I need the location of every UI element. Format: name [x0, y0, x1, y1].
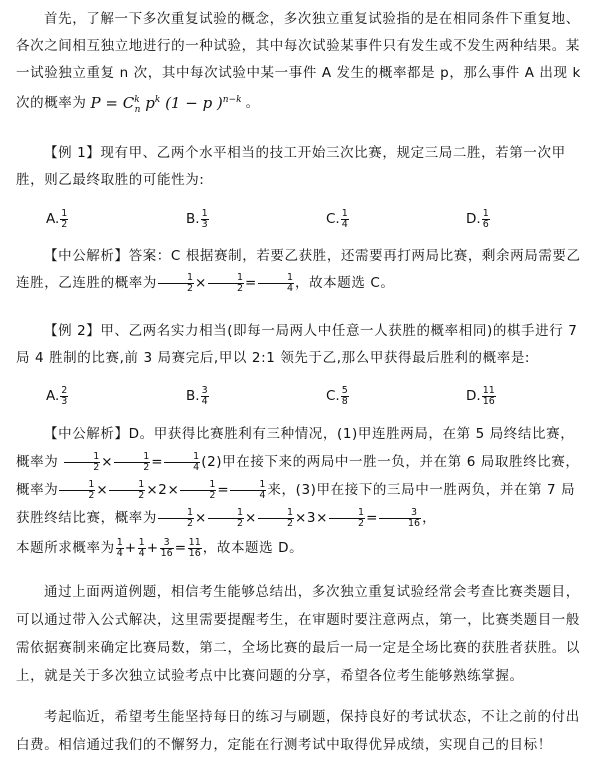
intro-paragraph: 首先，了解一下多次重复试验的概念，多次独立重复试验指的是在相同条件下重复地、各次之间相互独立地进行的一种试验，其中每次试验某事件只有发生或不发生两种结果。某一试验独立重复 n 次，其中每次试验中某一事件 A 发生的概率都是 p，那么事件 A 出现 k 次的概率为 $P = C^k_n$ $p^k$ (1 − p )$^{n-k}$ 。 [16, 11, 581, 115]
fraction: $\frac{1}{2}$ [158, 273, 194, 294]
binomial-formula: $P = C^k_n$ $p^k$ (1 − p )$^{n-k}$ [90, 94, 242, 115]
fraction: $\frac{1}{2}$ [114, 452, 150, 473]
fraction: $\frac{3}{4}$ [201, 384, 208, 407]
fraction: $\frac{1}{2}$ [208, 508, 244, 529]
example2-summary: 本题所求概率为 $\frac{1}{4}$ + $\frac{1}{4}$ + $\frac{3}{16}$ = $\frac{11}{16}$ ，故本题选 D。 [16, 536, 304, 559]
fraction: $\frac{1}{4}$ [258, 273, 294, 294]
option-a: A. $\frac{2}{3}$ [46, 384, 68, 407]
fraction: $\frac{1}{2}$ [158, 508, 194, 529]
conclusion-paragraph: 通过上面两道例题，相信考生能够总结出，多次独立重复试验经常会考查比赛类题目，可以通过带入公式解决，这里需要提醒考生，在审题时要注意两点，第一，比赛类题目一般需依据赛制来确定比赛局数，第二，全场比赛的最后一局一定是全场比赛的获胜者获胜。以上，就是关于多次独立试验考点中比赛问题的分享，希望各位考生能够熟练掌握。 [16, 584, 580, 684]
fraction: $\frac{1}{2}$ [180, 480, 216, 501]
fraction: $\frac{5}{8}$ [341, 384, 348, 407]
fraction: $\frac{1}{4}$ [164, 452, 200, 473]
option-c: C. $\frac{1}{4}$ [326, 207, 348, 230]
option-b: B. $\frac{3}{4}$ [186, 384, 208, 407]
fraction: $\frac{1}{2}$ [208, 273, 244, 294]
option-d: D. $\frac{1}{6}$ [466, 207, 489, 230]
fraction: $\frac{1}{2}$ [329, 508, 365, 529]
example1-options [46, 203, 583, 235]
fraction: $\frac{1}{4}$ [230, 480, 266, 501]
intro-text: 首先，了解一下多次重复试验的概念，多次独立重复试验指的是在相同条件下重复地、各次之间相互独立地进行的一种试验，其中每次试验某事件只有发生或不发生两种结果。某一试验独立重复 n 次，其中每次试验中某一事件 A 发生的概率都是 p，那么事件 A 出现 k 次的概率为 [16, 11, 581, 111]
option-c: C. $\frac{5}{8}$ [326, 384, 348, 407]
fraction: $\frac{1}{2}$ [64, 452, 100, 473]
example1-analysis: 【中公解析】答案：C 根据赛制，若要乙获胜，还需要再打两局比赛，剩余两局需要乙连胜，乙连胜的概率为 $\frac{1}{2}$ × $\frac{1}{2}$ = $\frac{1}{4}$ ，故本题选 C。 [16, 248, 581, 294]
fraction: $\frac{1}{4}$ [341, 207, 348, 230]
fraction: $\frac{3}{16}$ [160, 536, 173, 559]
fraction: $\frac{11}{16}$ [482, 384, 495, 407]
option-b: B. $\frac{1}{3}$ [186, 207, 208, 230]
example2-analysis: 【中公解析】D。甲获得比赛胜利有三种情况，(1)甲连胜两局，在第 5 局终结比赛，概率为 $\frac{1}{2}$ × $\frac{1}{2}$ = $\frac{1}{4}$ (2)甲在接下来的两局中一胜一负，并在第 6 局取胜终比赛，概率为 $\frac{1}{2}$ × $\frac{1}{2}$ ×2× $\frac{1}{2}$ = $\frac{1}{4}$ 来，(3)甲在接下的三局中一胜两负，并在第 7 局获胜终结比赛，概率为 $\frac{1}{2}$ × $\frac{1}{2}$ × $\frac{1}{2}$ ×3× $\frac{1}{2}$ = $\frac{3}{16}$ ， [16, 426, 580, 529]
fraction: $\frac{3}{16}$ [379, 508, 421, 529]
option-d: D. $\frac{11}{16}$ [466, 384, 495, 407]
example1-question: 【例 1】现有甲、乙两个水平相当的技工开始三次比赛，规定三局二胜，若第一次甲胜，则乙最终取胜的可能性为: [16, 145, 566, 188]
fraction: $\frac{11}{16}$ [188, 536, 201, 559]
fraction: $\frac{2}{3}$ [61, 384, 68, 407]
closing-paragraph: 考起临近，希望考生能坚持每日的练习与刷题，保持良好的考试状态，不让之前的付出白费。相信通过我们的不懈努力，定能在行测考试中取得优异成绩，实现自己的目标！ [16, 709, 580, 753]
fraction: $\frac{1}{2}$ [59, 480, 95, 501]
option-a: A. $\frac{1}{2}$ [46, 207, 68, 230]
fraction: $\frac{1}{4}$ [138, 536, 145, 559]
fraction: $\frac{1}{2}$ [109, 480, 145, 501]
fraction: $\frac{1}{3}$ [201, 207, 208, 230]
example2-options [46, 380, 583, 412]
example2-question: 【例 2】甲、乙两名实力相当(即每一局两人中任意一人获胜的概率相同)的棋手进行 7 局 4 胜制的比赛,前 3 局赛完后,甲以 2:1 领先于乙,那么甲获得最后胜利的概率是: [16, 323, 578, 366]
fraction: $\frac{1}{6}$ [482, 207, 489, 230]
fraction: $\frac{1}{4}$ [116, 536, 123, 559]
fraction: $\frac{1}{2}$ [258, 508, 294, 529]
fraction: $\frac{1}{2}$ [61, 207, 68, 230]
